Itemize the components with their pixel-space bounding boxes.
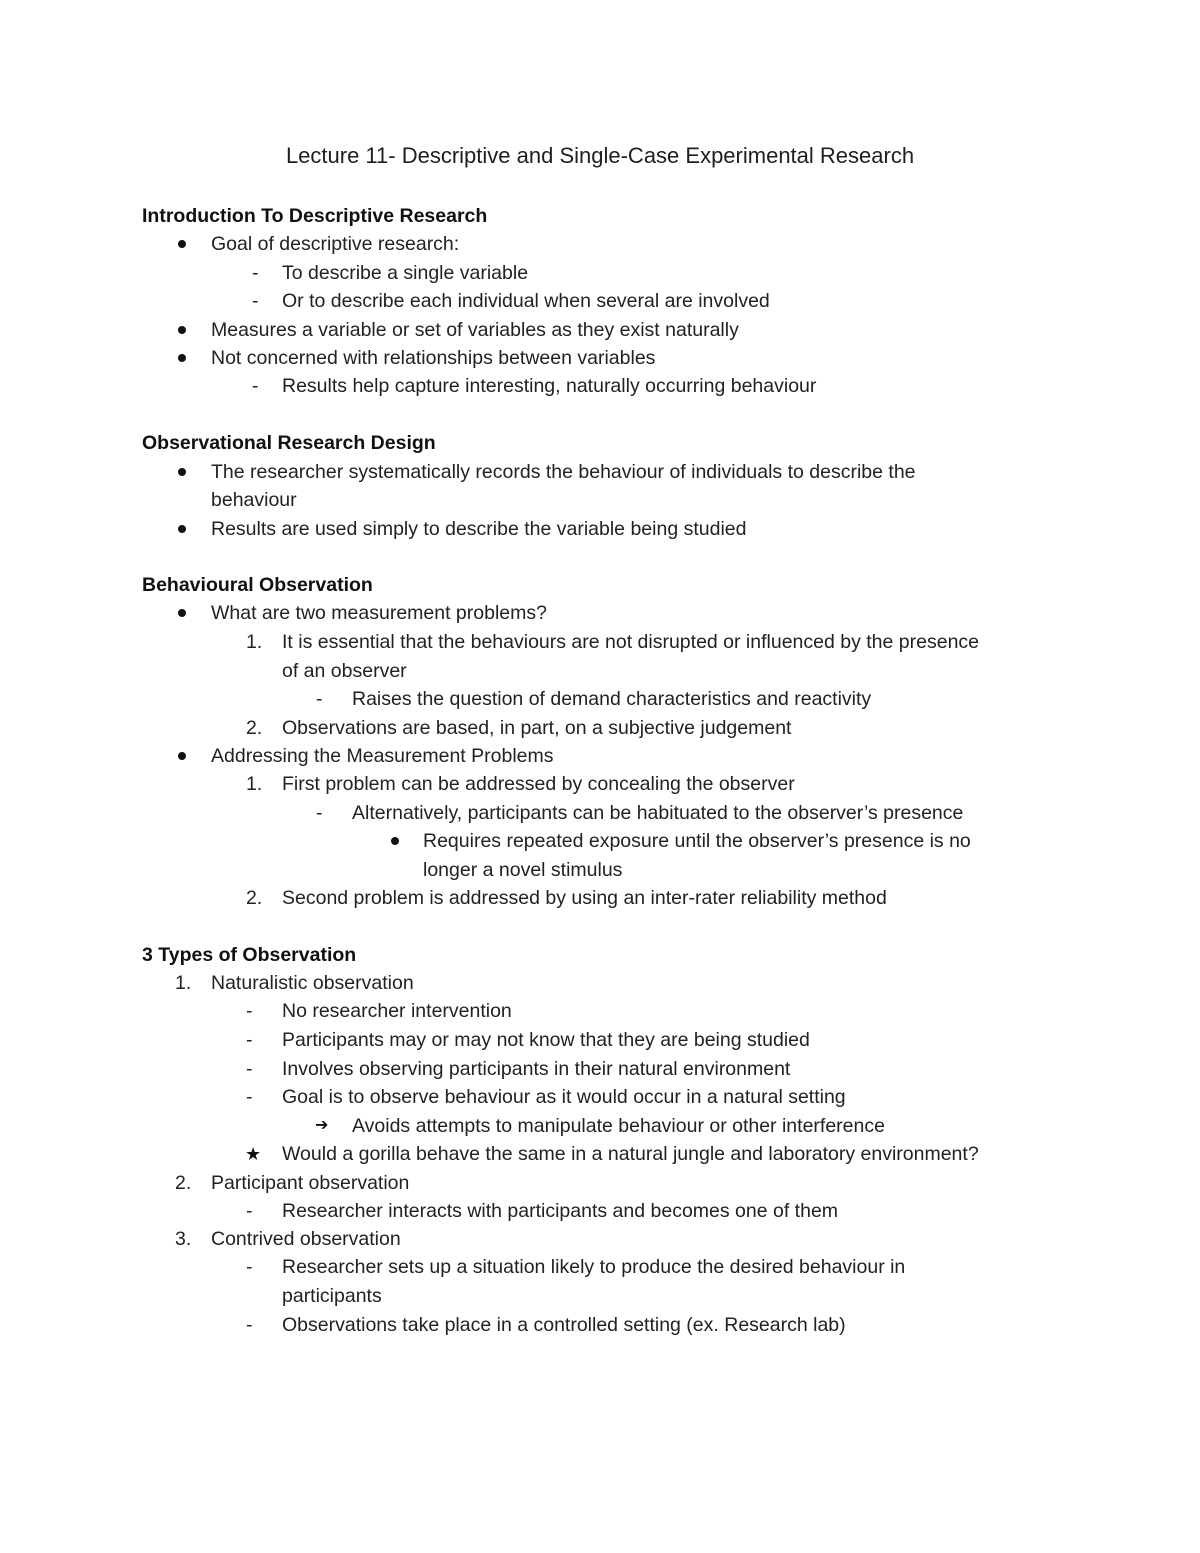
list-item: The researcher systematically records the behaviour of individuals to describe the <box>211 461 916 483</box>
list-item: Addressing the Measurement Problems <box>211 745 554 767</box>
star-icon: ★ <box>245 1144 262 1164</box>
list-item: First problem can be addressed by concealing the observer <box>282 773 795 795</box>
list-item: Goal is to observe behaviour as it would occur in a natural setting <box>282 1086 846 1108</box>
list-item: Or to describe each individual when several are involved <box>282 290 770 312</box>
number-marker: 1. <box>175 972 192 994</box>
list-item-continuation: of an observer <box>282 660 407 682</box>
section-heading-observational-design: Observational Research Design <box>142 432 436 454</box>
list-item: Observations take place in a controlled setting (ex. Research lab) <box>282 1314 846 1336</box>
list-item: Participant observation <box>211 1172 410 1194</box>
list-item: To describe a single variable <box>282 262 529 284</box>
arrow-icon: ➔ <box>315 1117 329 1134</box>
section-heading-types-of-observation: 3 Types of Observation <box>142 944 357 966</box>
bullet-dot <box>178 354 186 362</box>
bullet-dot <box>178 326 186 334</box>
dash-marker: - <box>246 1314 253 1336</box>
number-marker: 1. <box>246 773 263 795</box>
dash-marker: - <box>252 375 259 397</box>
list-item: Participants may or may not know that they are being studied <box>282 1029 810 1051</box>
list-item: Researcher sets up a situation likely to produce the desired behaviour in <box>282 1256 906 1278</box>
list-item: Researcher interacts with participants and becomes one of them <box>282 1200 839 1222</box>
dash-marker: - <box>316 688 323 710</box>
number-marker: 2. <box>246 717 263 739</box>
dash-marker: - <box>246 1256 253 1278</box>
list-item: Alternatively, participants can be habituated to the observer’s presence <box>352 802 964 824</box>
dash-marker: - <box>246 1000 253 1022</box>
bullet-dot <box>391 837 399 845</box>
list-item: Second problem is addressed by using an inter-rater reliability method <box>282 887 887 909</box>
number-marker: 2. <box>175 1172 192 1194</box>
section-heading-introduction: Introduction To Descriptive Research <box>142 205 488 227</box>
list-item: Results are used simply to describe the variable being studied <box>211 518 747 540</box>
list-item: Contrived observation <box>211 1228 401 1250</box>
list-item-continuation: behaviour <box>211 489 297 511</box>
number-marker: 1. <box>246 631 263 653</box>
bullet-dot <box>178 468 186 476</box>
list-item: Goal of descriptive research: <box>211 233 460 255</box>
dash-marker: - <box>246 1086 253 1108</box>
list-item-continuation: longer a novel stimulus <box>423 859 623 881</box>
number-marker: 2. <box>246 887 263 909</box>
list-item: Observations are based, in part, on a subjective judgement <box>282 717 792 739</box>
list-item: Raises the question of demand characteristics and reactivity <box>352 688 872 710</box>
list-item: Requires repeated exposure until the observer’s presence is no <box>423 830 971 852</box>
list-item: Not concerned with relationships between variables <box>211 347 656 369</box>
bullet-dot <box>178 752 186 760</box>
list-item: Would a gorilla behave the same in a natural jungle and laboratory environment? <box>282 1143 979 1165</box>
list-item: Avoids attempts to manipulate behaviour or other interference <box>352 1115 885 1137</box>
dash-marker: - <box>246 1029 253 1051</box>
dash-marker: - <box>252 290 259 312</box>
dash-marker: - <box>246 1058 253 1080</box>
bullet-dot <box>178 525 186 533</box>
list-item: Involves observing participants in their natural environment <box>282 1058 791 1080</box>
list-item: Results help capture interesting, naturally occurring behaviour <box>282 375 817 397</box>
list-item: It is essential that the behaviours are not disrupted or influenced by the presence <box>282 631 980 653</box>
list-item: Measures a variable or set of variables as they exist naturally <box>211 319 739 341</box>
bullet-dot <box>178 240 186 248</box>
dash-marker: - <box>316 802 323 824</box>
list-item: What are two measurement problems? <box>211 602 547 624</box>
dash-marker: - <box>246 1200 253 1222</box>
list-item: No researcher intervention <box>282 1000 512 1022</box>
list-item-continuation: participants <box>282 1285 382 1307</box>
dash-marker: - <box>252 262 259 284</box>
list-item: Naturalistic observation <box>211 972 414 994</box>
number-marker: 3. <box>175 1228 192 1250</box>
section-heading-behavioural-observation: Behavioural Observation <box>142 574 373 596</box>
bullet-dot <box>178 609 186 617</box>
page-title: Lecture 11- Descriptive and Single-Case Experimental Research <box>285 143 915 168</box>
